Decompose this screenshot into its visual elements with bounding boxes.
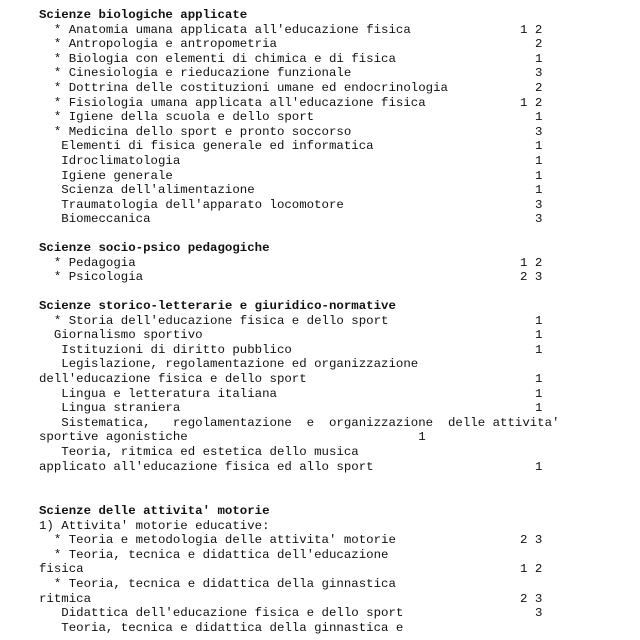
course-row [39, 519, 599, 534]
course-name: * Pedagogia [39, 255, 136, 270]
course-row [39, 328, 599, 343]
course-name: Scienza dell'alimentazione [39, 183, 255, 198]
section-historical-literary-legal [39, 299, 599, 474]
course-years: 1 [535, 139, 543, 154]
course-name: Istituzioni di diritto pubblico [39, 342, 292, 357]
course-years: 3 [535, 606, 543, 621]
course-row [39, 460, 599, 475]
section-biological-sciences [39, 8, 599, 227]
course-row [39, 52, 599, 67]
course-years: 2 [535, 37, 543, 52]
course-row [39, 125, 599, 140]
course-name: dell'educazione fisica e dello sport [39, 371, 307, 386]
course-name: * Cinesiologia e rieducazione funzionale [39, 66, 352, 81]
course-name: Legislazione, regolamentazione ed organizzazione [39, 357, 419, 372]
course-row [39, 343, 599, 358]
course-years: 1 [535, 459, 543, 474]
course-years: 1 [535, 401, 543, 416]
course-years: 1 2 [520, 22, 543, 37]
course-name: * Storia dell'educazione fisica e dello sport [39, 313, 389, 328]
course-row [39, 416, 599, 431]
course-name: Teoria, ritmica ed estetica dello musica [39, 444, 359, 459]
course-name: Biomeccanica [39, 212, 151, 227]
course-row [39, 66, 599, 81]
course-years: 3 [535, 66, 543, 81]
course-row [39, 372, 599, 387]
course-name: fisica [39, 562, 84, 577]
course-years: 1 2 [520, 255, 543, 270]
course-name: * Anatomia umana applicata all'educazione fisica [39, 22, 411, 37]
course-row [39, 592, 599, 607]
course-years: 1 [535, 371, 543, 386]
section-heading: Scienze delle attivita' motorie [39, 504, 270, 518]
course-name: applicato all'educazione fisica ed allo sport [39, 459, 374, 474]
course-name: * Biologia con elementi di chimica e di fisica [39, 51, 396, 66]
course-name: * Teoria, tecnica e didattica della ginnastica [39, 576, 396, 591]
course-years: 3 [535, 197, 543, 212]
course-row [39, 445, 599, 460]
course-name: Didattica dell'educazione fisica e dello sport [39, 606, 404, 621]
course-row [39, 562, 599, 577]
course-years: 1 [535, 328, 543, 343]
course-name: * Teoria e metodologia delle attivita' motorie [39, 533, 396, 548]
course-name: sportive agonistiche 1 [39, 430, 426, 445]
course-years: 2 3 [520, 591, 543, 606]
course-years: 1 [535, 313, 543, 328]
section-heading: Scienze socio-psico pedagogiche [39, 241, 270, 255]
course-row [39, 23, 599, 38]
course-name: Lingua straniera [39, 401, 181, 416]
course-name: * Psicologia [39, 270, 144, 285]
section-motor-activities [39, 504, 599, 635]
course-years: 1 [535, 386, 543, 401]
course-name: Elementi di fisica generale ed informatica [39, 139, 374, 154]
course-name: Sistematica, regolamentazione e organizzazione delle attivita' [39, 415, 560, 430]
course-row [39, 621, 599, 636]
course-name: * Dottrina delle costituzioni umane ed endocrinologia [39, 80, 448, 95]
course-row [39, 401, 599, 416]
course-row [39, 430, 599, 445]
course-row [39, 270, 599, 285]
course-name: Igiene generale [39, 168, 173, 183]
course-name: Teoria, tecnica e didattica della ginnastica e [39, 620, 404, 635]
course-name: * Antropologia e antropometria [39, 37, 277, 52]
course-name: * Igiene della scuola e dello sport [39, 110, 315, 125]
course-row [39, 314, 599, 329]
course-name: Traumatologia dell'apparato locomotore [39, 197, 344, 212]
course-years: 3 [535, 124, 543, 139]
course-row [39, 606, 599, 621]
course-years: 1 [535, 51, 543, 66]
course-name: Giornalismo sportivo [39, 328, 203, 343]
course-years: 2 [535, 80, 543, 95]
course-row [39, 154, 599, 169]
course-years: 2 3 [520, 533, 543, 548]
course-name: * Medicina dello sport e pronto soccorso [39, 124, 352, 139]
course-row [39, 577, 599, 592]
course-row [39, 110, 599, 125]
course-row [39, 548, 599, 563]
course-years: 1 [535, 342, 543, 357]
course-row [39, 533, 599, 548]
course-name: Idroclimatologia [39, 153, 181, 168]
course-years: 2 3 [520, 270, 543, 285]
course-row [39, 256, 599, 271]
section-socio-psycho-pedagogical [39, 241, 599, 285]
course-name: * Fisiologia umana applicata all'educazione fisica [39, 95, 426, 110]
course-years: 1 [535, 110, 543, 125]
course-years: 1 [535, 183, 543, 198]
course-row [39, 81, 599, 96]
course-years: 1 [535, 168, 543, 183]
course-years: 1 2 [520, 95, 543, 110]
course-row [39, 198, 599, 213]
section-heading: Scienze biologiche applicate [39, 8, 248, 22]
course-row [39, 212, 599, 227]
course-row [39, 357, 599, 372]
course-name: Lingua e letteratura italiana [39, 386, 277, 401]
course-row [39, 183, 599, 198]
course-years: 3 [535, 212, 543, 227]
course-row [39, 139, 599, 154]
course-years: 1 2 [520, 562, 543, 577]
course-row [39, 387, 599, 402]
course-name: * Teoria, tecnica e didattica dell'educazione [39, 547, 389, 562]
course-name: 1) Attivita' motorie educative: [39, 518, 270, 533]
course-row [39, 169, 599, 184]
course-years: 1 [535, 153, 543, 168]
course-row [39, 37, 599, 52]
section-heading: Scienze storico-letterarie e giuridico-normative [39, 299, 396, 313]
course-row [39, 96, 599, 111]
course-name: ritmica [39, 591, 92, 606]
